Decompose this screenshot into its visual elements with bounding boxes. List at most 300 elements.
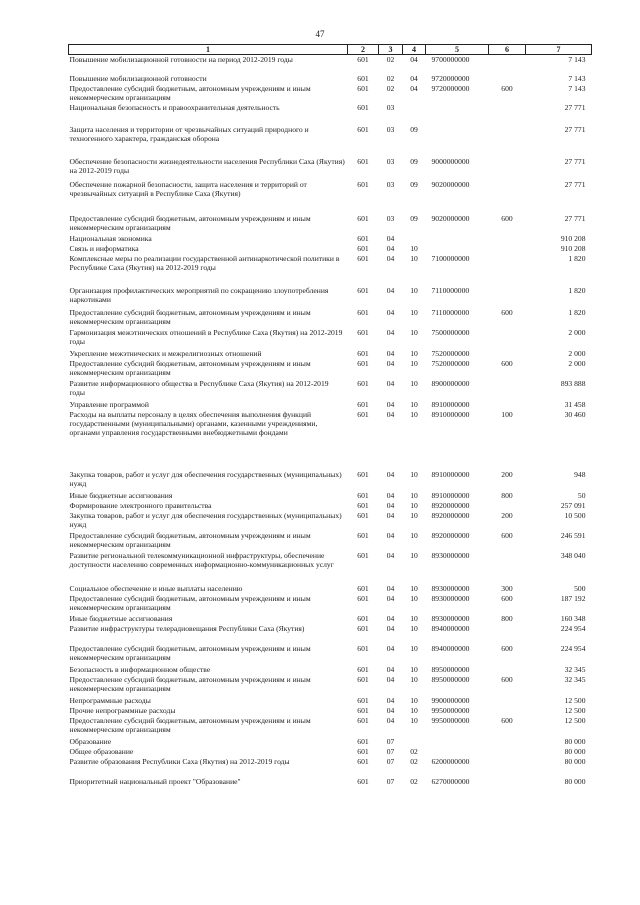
table-row — [69, 103, 592, 125]
ministry-code: 601 — [357, 746, 369, 756]
table-header — [69, 45, 592, 55]
subsection-code: 10 — [410, 469, 418, 479]
section-code: 03 — [386, 156, 395, 166]
item-name: Управление программой — [69, 399, 149, 409]
target-article-code: 8930000000 — [431, 583, 470, 593]
subsection-code: 10 — [410, 550, 418, 560]
amount: 80 000 — [564, 736, 586, 746]
target-article-code: 9950000000 — [431, 705, 470, 715]
subsection-code: 10 — [410, 348, 418, 358]
target-article-code: 9000000000 — [431, 156, 470, 166]
item-name: Обеспечение пожарной безопасности, защита населения и территорий от чрезвычайных ситуаций в Республике Саха (Якутия) — [69, 179, 307, 198]
target-article-code: 8950000000 — [431, 664, 470, 674]
ministry-code: 601 — [357, 124, 369, 134]
target-article-code: 8940000000 — [431, 623, 470, 633]
item-name: Комплексные меры по реализации государственной антинаркотической политики в Республике Саха (Якутия) на 2012-2019 годы — [69, 253, 340, 272]
subsection-code: 10 — [410, 500, 418, 510]
target-article-code: 9020000000 — [431, 213, 470, 223]
table-row — [69, 644, 592, 665]
section-code: 04 — [386, 233, 395, 243]
item-name: Предоставление субсидий бюджетным, автономным учреждениям и иным некоммерческим организациям — [69, 83, 311, 102]
amount: 12 500 — [564, 715, 586, 725]
table-row — [69, 665, 592, 675]
target-article-code: 9900000000 — [431, 695, 470, 705]
section-code: 04 — [386, 378, 395, 388]
item-name: Предоставление субсидий бюджетным, автономным учреждениям и иным некоммерческим организациям — [69, 715, 311, 734]
amount: 27 771 — [564, 156, 586, 166]
item-name: Приоритетный национальный проект "Образование" — [69, 776, 241, 786]
expense-type-code: 800 — [501, 490, 513, 500]
amount: 948 — [574, 469, 586, 479]
table-row — [69, 696, 592, 706]
table-row — [69, 531, 592, 551]
ministry-code: 601 — [357, 695, 369, 705]
amount: 160 348 — [560, 613, 586, 623]
subsection-code: 10 — [410, 253, 418, 263]
table-row — [69, 614, 592, 624]
ministry-code: 601 — [357, 664, 369, 674]
expense-type-code — [489, 624, 526, 644]
amount: 500 — [574, 583, 586, 593]
target-article-code: 7100000000 — [431, 253, 470, 263]
ministry-code: 601 — [357, 623, 369, 633]
item-name: Безопасность в информационном обществе — [69, 664, 211, 674]
target-article-code: 8910000000 — [431, 399, 470, 409]
expense-type-code — [489, 244, 526, 254]
item-name: Развитие региональной телекоммуникационной инфраструктуры, обеспечение доступности населению современных информационно-коммуникационных услуг — [69, 550, 334, 569]
section-code: 04 — [386, 623, 395, 633]
table-row — [69, 551, 592, 584]
ministry-code: 601 — [357, 756, 369, 766]
amount: 246 591 — [560, 530, 586, 540]
item-name: Предоставление субсидий бюджетным, автономным учреждениям и иным некоммерческим организациям — [69, 593, 311, 612]
expense-type-code — [489, 349, 526, 359]
expense-type-code: 600 — [501, 358, 513, 368]
target-article-code: 6270000000 — [431, 776, 470, 786]
section-code: 04 — [386, 510, 395, 520]
ministry-code: 601 — [357, 469, 369, 479]
section-code: 04 — [386, 307, 395, 317]
expense-type-code — [489, 55, 526, 74]
expense-type-code: 100 — [501, 409, 513, 419]
section-code: 04 — [386, 550, 395, 560]
subsection-code: 10 — [410, 409, 418, 419]
subsection-code: 02 — [410, 756, 418, 766]
subsection-code: 10 — [410, 715, 418, 725]
table-row — [69, 180, 592, 214]
expense-type-code — [489, 501, 526, 511]
item-name: Предоставление субсидий бюджетным, автономным учреждениям и иным некоммерческим организациям — [69, 530, 311, 549]
ministry-code: 601 — [357, 613, 369, 623]
target-article-code: 9720000000 — [431, 73, 470, 83]
subsection-code: 10 — [410, 510, 418, 520]
ministry-code: 601 — [357, 73, 369, 83]
amount: 80 000 — [564, 776, 586, 786]
amount: 32 345 — [564, 674, 586, 684]
expense-type-code — [489, 551, 526, 584]
table-row — [69, 584, 592, 594]
expense-type-code: 300 — [501, 583, 513, 593]
table-row — [69, 244, 592, 254]
amount: 27 771 — [564, 102, 586, 112]
table-row — [69, 747, 592, 757]
item-name: Предоставление субсидий бюджетным, автономным учреждениям и иным некоммерческим организациям — [69, 307, 311, 326]
amount: 50 — [577, 490, 586, 500]
section-code: 04 — [386, 664, 395, 674]
expense-type-code: 600 — [501, 83, 513, 93]
ministry-code: 601 — [357, 530, 369, 540]
subsection-code: 10 — [410, 399, 418, 409]
amount: 893 888 — [560, 378, 586, 388]
subsection-code: 10 — [410, 285, 418, 295]
amount: 2 000 — [568, 348, 586, 358]
target-article-code — [426, 747, 489, 757]
ministry-code: 601 — [357, 500, 369, 510]
section-code: 02 — [386, 83, 395, 93]
subsection-code: 09 — [410, 124, 418, 134]
table-row — [69, 214, 592, 234]
subsection-code: 10 — [410, 643, 418, 653]
subsection-code: 09 — [410, 213, 418, 223]
subsection-code: 04 — [410, 55, 418, 64]
table-row — [69, 55, 592, 74]
table-row — [69, 777, 592, 787]
table-row — [69, 349, 592, 359]
subsection-code: 02 — [410, 776, 418, 786]
expense-type-code — [489, 74, 526, 84]
target-article-code: 8920000000 — [431, 510, 470, 520]
section-code: 04 — [386, 399, 395, 409]
expense-type-code — [489, 103, 526, 125]
section-code: 07 — [386, 776, 395, 786]
amount: 80 000 — [564, 756, 586, 766]
table-row — [69, 470, 592, 491]
table-row — [69, 757, 592, 777]
item-name: Организация профилактических мероприятий по сокращению злоупотребления наркотиками — [69, 285, 329, 304]
expense-type-code — [489, 125, 526, 157]
section-code: 03 — [386, 179, 395, 189]
ministry-code: 601 — [357, 243, 369, 253]
section-code: 04 — [386, 500, 395, 510]
ministry-code: 601 — [357, 643, 369, 653]
amount: 224 954 — [560, 643, 586, 653]
item-name: Закупка товаров, работ и услуг для обеспечения государственных (муниципальных) нужд — [69, 469, 342, 488]
section-code: 04 — [386, 715, 395, 725]
ministry-code: 601 — [357, 674, 369, 684]
subsection-code — [403, 234, 426, 244]
expense-type-code: 600 — [501, 643, 513, 653]
item-name: Развитие инфраструктуры телерадиовещания Республики Саха (Якутия) — [69, 623, 305, 633]
ministry-code: 601 — [357, 358, 369, 368]
ministry-code: 601 — [357, 156, 369, 166]
target-article-code: 8930000000 — [431, 550, 470, 560]
item-name: Образование — [69, 736, 112, 746]
expense-type-code — [489, 777, 526, 787]
ministry-code: 601 — [357, 83, 369, 93]
item-name: Предоставление субсидий бюджетным, автономным учреждениям и иным некоммерческим организациям — [69, 358, 311, 377]
target-article-code — [426, 737, 489, 747]
target-article-code — [426, 125, 489, 157]
target-article-code: 7520000000 — [431, 358, 470, 368]
expense-type-code — [489, 665, 526, 675]
section-code: 04 — [386, 358, 395, 368]
expense-type-code — [489, 379, 526, 400]
section-code: 04 — [386, 705, 395, 715]
table-row — [69, 624, 592, 644]
section-code: 03 — [386, 213, 395, 223]
header-row — [69, 45, 592, 55]
expense-type-code: 600 — [501, 530, 513, 540]
ministry-code: 601 — [357, 593, 369, 603]
target-article-code: 9950000000 — [431, 715, 470, 725]
expense-type-code — [489, 747, 526, 757]
section-code: 03 — [386, 102, 395, 112]
table-row — [69, 400, 592, 410]
subsection-code: 09 — [410, 179, 418, 189]
amount: 12 500 — [564, 695, 586, 705]
item-name: Предоставление субсидий бюджетным, автономным учреждениям и иным некоммерческим организациям — [69, 643, 311, 662]
amount: 2 000 — [568, 327, 586, 337]
item-name: Предоставление субсидий бюджетным, автономным учреждениям и иным некоммерческим организациям — [69, 213, 311, 232]
target-article-code: 8910000000 — [431, 469, 470, 479]
expense-type-code: 600 — [501, 307, 513, 317]
section-code: 04 — [386, 643, 395, 653]
subsection-code: 10 — [410, 623, 418, 633]
section-code: 04 — [386, 490, 395, 500]
item-name: Расходы на выплаты персоналу в целях обеспечения выполнения функций государственными (муниципальными) органами, казенными учреждениями, органами управления государственными внебюджетными фондами — [69, 409, 318, 438]
item-name: Развитие информационного общества в Республике Саха (Якутия) на 2012-2019 годы — [69, 378, 329, 397]
ministry-code: 601 — [357, 233, 369, 243]
subsection-code: 10 — [410, 613, 418, 623]
expense-type-code: 600 — [501, 715, 513, 725]
ministry-code: 601 — [357, 715, 369, 725]
item-name: Повышение мобилизационной готовности на период 2012-2019 годы — [69, 55, 293, 64]
item-name: Национальная экономика — [69, 233, 152, 243]
amount: 2 000 — [568, 358, 586, 368]
item-name: Прочие непрограммные расходы — [69, 705, 176, 715]
ministry-code: 601 — [357, 705, 369, 715]
expense-type-code: 600 — [501, 593, 513, 603]
section-code: 04 — [386, 593, 395, 603]
expense-type-code — [489, 400, 526, 410]
header-col-6: 6 — [489, 45, 526, 55]
ministry-code: 601 — [357, 409, 369, 419]
page-number: 47 — [315, 29, 325, 39]
section-code: 07 — [386, 746, 395, 756]
header-col-5: 5 — [426, 45, 489, 55]
subsection-code: 10 — [410, 358, 418, 368]
table-row — [69, 254, 592, 286]
table-row — [69, 286, 592, 308]
table-row — [69, 234, 592, 244]
header-col-4: 4 — [403, 45, 426, 55]
header-col-7: 7 — [526, 45, 592, 55]
budget-table — [68, 44, 592, 787]
section-code: 04 — [386, 243, 395, 253]
subsection-code: 10 — [410, 593, 418, 603]
target-article-code — [426, 103, 489, 125]
section-code: 02 — [386, 73, 395, 83]
header-col-2: 2 — [348, 45, 379, 55]
item-name: Общее образование — [69, 746, 134, 756]
table-row — [69, 74, 592, 84]
expense-type-code — [489, 180, 526, 214]
table-row — [69, 157, 592, 180]
expense-type-code — [489, 696, 526, 706]
subsection-code: 10 — [410, 327, 418, 337]
table-row — [69, 491, 592, 501]
section-code: 02 — [386, 55, 395, 64]
expense-type-code — [489, 737, 526, 747]
expense-type-code — [489, 757, 526, 777]
table-row — [69, 594, 592, 614]
target-article-code: 8920000000 — [431, 530, 470, 540]
ministry-code: 601 — [357, 399, 369, 409]
target-article-code: 8940000000 — [431, 643, 470, 653]
ministry-code: 601 — [357, 736, 369, 746]
subsection-code: 10 — [410, 243, 418, 253]
target-article-code: 8910000000 — [431, 490, 470, 500]
expense-type-code: 600 — [501, 674, 513, 684]
header-col-1: 1 — [69, 45, 348, 55]
table-row — [69, 308, 592, 328]
ministry-code: 601 — [357, 510, 369, 520]
table-row — [69, 737, 592, 747]
target-article-code: 8930000000 — [431, 613, 470, 623]
amount: 1 820 — [568, 285, 586, 295]
section-code: 04 — [386, 327, 395, 337]
target-article-code: 8920000000 — [431, 500, 470, 510]
amount: 12 500 — [564, 705, 586, 715]
section-code: 04 — [386, 530, 395, 540]
section-code: 07 — [386, 756, 395, 766]
item-name: Защита населения и территории от чрезвычайных ситуаций природного и техногенного характера, гражданская оборона — [69, 124, 309, 143]
ministry-code: 601 — [357, 55, 369, 64]
subsection-code: 02 — [410, 746, 418, 756]
expense-type-code — [489, 286, 526, 308]
amount: 80 000 — [564, 746, 586, 756]
target-article-code: 8910000000 — [431, 409, 470, 419]
target-article-code: 7500000000 — [431, 327, 470, 337]
table-row — [69, 84, 592, 103]
amount: 257 091 — [560, 500, 586, 510]
table-row — [69, 511, 592, 531]
item-name: Обеспечение безопасности жизнедеятельности населения Республики Саха (Якутия) на 2012-2019 годы — [69, 156, 345, 175]
subsection-code: 10 — [410, 695, 418, 705]
amount: 7 143 — [568, 73, 586, 83]
subsection-code: 09 — [410, 156, 418, 166]
section-code: 04 — [386, 674, 395, 684]
table-row — [69, 359, 592, 379]
ministry-code: 601 — [357, 253, 369, 263]
item-name: Укрепление межэтнических и межрелигиозных отношений — [69, 348, 262, 358]
ministry-code: 601 — [357, 583, 369, 593]
ministry-code: 601 — [357, 285, 369, 295]
subsection-code: 10 — [410, 583, 418, 593]
expense-type-code: 200 — [501, 510, 513, 520]
item-name: Развитие образования Республики Саха (Якутия) на 2012-2019 годы — [69, 756, 290, 766]
subsection-code: 10 — [410, 490, 418, 500]
item-name: Формирование электронного правительства — [69, 500, 212, 510]
ministry-code: 601 — [357, 776, 369, 786]
subsection-code: 10 — [410, 674, 418, 684]
expense-type-code — [489, 706, 526, 716]
expense-type-code: 800 — [501, 613, 513, 623]
amount: 224 954 — [560, 623, 586, 633]
target-article-code: 9020000000 — [431, 179, 470, 189]
target-article-code: 8900000000 — [431, 378, 470, 388]
subsection-code: 10 — [410, 705, 418, 715]
table-row — [69, 125, 592, 157]
table-body — [69, 55, 592, 787]
table-row — [69, 379, 592, 400]
expense-type-code — [489, 254, 526, 286]
section-code: 04 — [386, 469, 395, 479]
subsection-code: 10 — [410, 530, 418, 540]
subsection-code: 10 — [410, 307, 418, 317]
ministry-code: 601 — [357, 550, 369, 560]
section-code: 04 — [386, 583, 395, 593]
table-row — [69, 716, 592, 737]
amount: 7 143 — [568, 55, 586, 64]
item-name: Иные бюджетные ассигнования — [69, 613, 173, 623]
expense-type-code — [489, 234, 526, 244]
target-article-code — [426, 244, 489, 254]
target-article-code: 7110000000 — [431, 285, 470, 295]
amount: 1 820 — [568, 253, 586, 263]
amount: 27 771 — [564, 179, 586, 189]
amount: 32 345 — [564, 664, 586, 674]
section-code: 04 — [386, 409, 395, 419]
amount: 31 458 — [564, 399, 586, 409]
expense-type-code: 600 — [501, 213, 513, 223]
amount: 30 460 — [564, 409, 586, 419]
target-article-code: 7110000000 — [431, 307, 470, 317]
table-row — [69, 706, 592, 716]
ministry-code: 601 — [357, 102, 369, 112]
subsection-code: 04 — [410, 73, 418, 83]
item-name: Связь и информатика — [69, 243, 139, 253]
section-code: 03 — [386, 124, 395, 134]
ministry-code: 601 — [357, 378, 369, 388]
ministry-code: 601 — [357, 213, 369, 223]
subsection-code: 10 — [410, 664, 418, 674]
ministry-code: 601 — [357, 307, 369, 317]
amount: 187 192 — [560, 593, 586, 603]
item-name: Предоставление субсидий бюджетным, автономным учреждениям и иным некоммерческим организациям — [69, 674, 311, 693]
amount: 1 820 — [568, 307, 586, 317]
subsection-code — [403, 103, 426, 125]
section-code: 04 — [386, 348, 395, 358]
expense-type-code — [489, 328, 526, 349]
subsection-code: 04 — [410, 83, 418, 93]
subsection-code — [403, 737, 426, 747]
item-name: Национальная безопасность и правоохранительная деятельность — [69, 102, 280, 112]
section-code: 04 — [386, 613, 395, 623]
item-name: Закупка товаров, работ и услуг для обеспечения государственных (муниципальных) нужд — [69, 510, 342, 529]
section-code: 07 — [386, 736, 395, 746]
ministry-code: 601 — [357, 179, 369, 189]
amount: 910 208 — [560, 243, 586, 253]
target-article-code: 8950000000 — [431, 674, 470, 684]
target-article-code: 7520000000 — [431, 348, 470, 358]
amount: 7 143 — [568, 83, 586, 93]
table-row — [69, 501, 592, 511]
amount: 348 040 — [560, 550, 586, 560]
table-row — [69, 410, 592, 470]
target-article-code: 6200000000 — [431, 756, 470, 766]
target-article-code: 9700000000 — [431, 55, 470, 64]
